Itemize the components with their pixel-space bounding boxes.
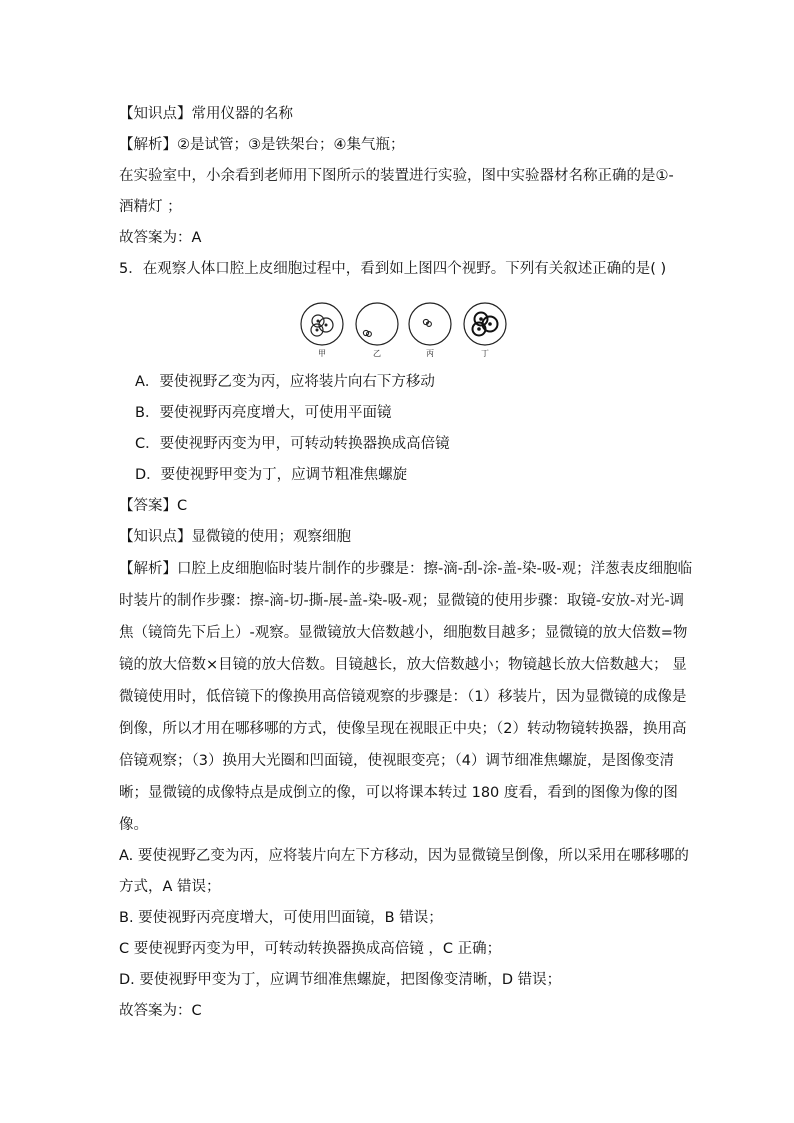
question-5-stem: 5．在观察人体口腔上皮细胞过程中，看到如上图四个视野。下列有关叙述正确的是( ) [119, 261, 667, 277]
view-jia [301, 303, 343, 358]
prev-analysis-line-2: 酒精灯 ； [119, 199, 182, 215]
microscope-views-figure [298, 302, 518, 362]
prev-knowledge: 【知识点】常用仪器的名称 [119, 106, 293, 122]
prev-analysis-line-1: 在实验室中，小余看到老师用下图所示的装置进行实验，图中实验器材名称正确的是①- [119, 168, 674, 184]
prev-analysis: 【解析】②是试管；③是铁架台；④集气瓶； [119, 137, 405, 153]
analysis-line: 倍镜观察；（3）换用大光圈和凹面镜，使视眼变亮；（4）调节细准焦螺旋，是图像变清 [119, 753, 674, 769]
explain-line: A. 要使视野乙变为丙，应将装片向左下方移动，因为显微镜呈倒像，所以采用在哪移哪的 [119, 848, 689, 864]
view-jia-label: 甲 [318, 349, 326, 358]
option-b: B．要使视野丙亮度增大，可使用平面镜 [135, 405, 392, 421]
analysis-line: 微镜使用时，低倍镜下的像换用高倍镜观察的步骤是：（1）移装片，因为显微镜的成像是 [119, 689, 687, 705]
explain-line: 方式，A 错误； [119, 879, 221, 895]
option-a: A．要使视野乙变为丙，应将装片向右下方移动 [135, 374, 435, 390]
answer-label: 【答案】C [119, 498, 188, 514]
explain-line: B. 要使视野丙亮度增大，可使用凹面镜，B 错误； [119, 910, 443, 926]
knowledge-point: 【知识点】显微镜的使用；观察细胞 [119, 529, 351, 545]
analysis-line: 镜的放大倍数×目镜的放大倍数。目镜越长，放大倍数越小；物镜越长放大倍数越大； 显 [119, 657, 687, 673]
analysis-line: 倒像，所以才用在哪移哪的方式，使像呈现在视眼正中央；（2）转动物镜转换器，换用高 [119, 721, 687, 737]
microscope-views-svg [298, 302, 518, 362]
final-answer: 故答案为：C [119, 1003, 202, 1019]
view-bing [409, 303, 451, 358]
view-ding [464, 303, 506, 358]
analysis-line: 时装片的制作步骤：擦-滴-切-撕-展-盖-染-吸-观；显微镜的使用步骤：取镜-安放-对光-调 [119, 593, 685, 609]
view-yi [356, 303, 398, 358]
option-c: C．要使视野丙变为甲，可转动转换器换成高倍镜 [135, 436, 450, 452]
analysis-line: 像。 [119, 817, 148, 833]
view-ding-label: 丁 [481, 349, 489, 358]
analysis-line: 晰；显微镜的成像特点是成倒立的像，可以将课本转过 180 度看，看到的图像为像的图 [119, 785, 678, 801]
explain-line: D. 要使视野甲变为丁，应调节细准焦螺旋，把图像变清晰，D 错误； [119, 972, 562, 988]
option-d: D．要使视野甲变为丁，应调节粗准焦螺旋 [135, 467, 408, 483]
analysis-line: 焦（镜筒先下后上）-观察。显微镜放大倍数越小，细胞数目越多；显微镜的放大倍数=物 [119, 625, 688, 641]
view-yi-label: 乙 [373, 349, 381, 358]
view-bing-label: 丙 [426, 349, 434, 358]
explain-line: C 要使视野丙变为甲，可转动转换器换成高倍镜 ，C 正确； [119, 941, 502, 957]
prev-answer: 故答案为：A [119, 230, 202, 246]
analysis-line: 【解析】口腔上皮细胞临时装片制作的步骤是：擦-滴-刮-涂-盖-染-吸-观；洋葱表皮细胞临 [119, 561, 693, 577]
